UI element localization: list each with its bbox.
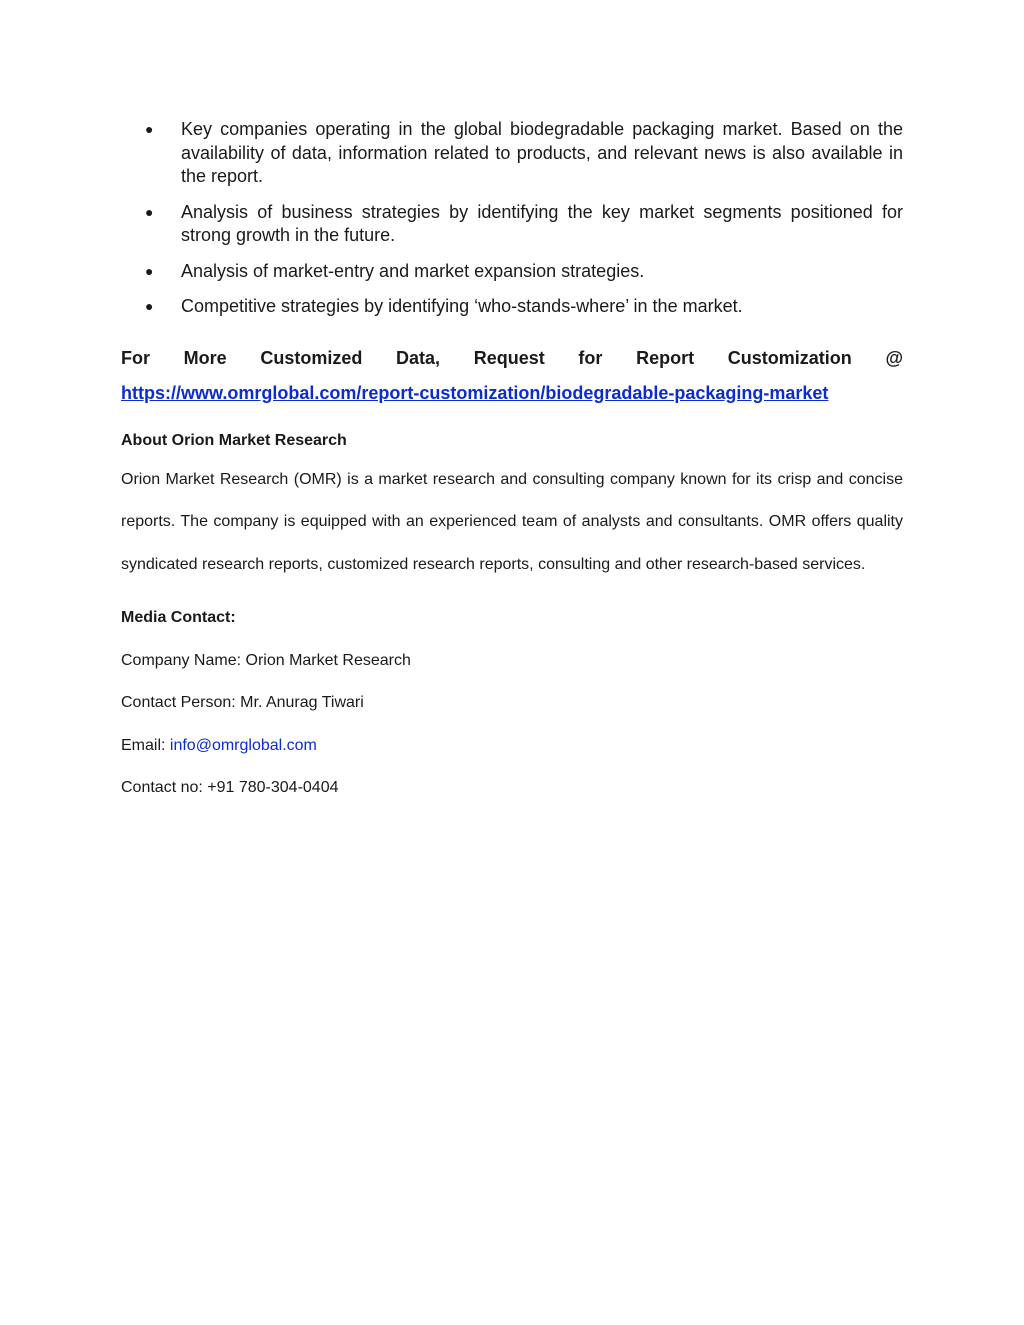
bullet-text: Analysis of market-entry and market expansion strategies. [181,260,645,281]
bullet-icon: ● [145,203,154,220]
media-contact-title: Media Contact: [121,609,236,626]
bullet-item [121,201,903,248]
customization-word: for [578,347,603,368]
phone-line: Contact no: +91 780-304-0404 [121,779,339,796]
bullet-icon: ● [145,121,154,137]
customization-word: Request [473,347,545,368]
bullet-icon: ● [145,262,154,279]
bullet-item [121,295,903,319]
bullet-item [121,260,903,284]
customization-word: Customized [260,347,363,368]
bullet-text: Competitive strategies by identifying ‘who-stands-where’ in the market. [181,296,743,316]
bullet-item [121,118,903,189]
customization-word: More [183,347,227,368]
customization-word: Report [636,347,695,368]
contact-person-line: Contact Person: Mr. Anurag Tiwari [121,694,364,711]
customization-word: For [121,347,150,368]
company-name-line: Company Name: Orion Market Research [121,651,411,669]
report-customization-link[interactable]: https://www.omrglobal.com/report-customization/biodegradable-packaging-market [121,382,829,403]
bullet-icon: ● [145,298,154,314]
about-text: Orion Market Research (OMR) is a market research and consulting company known for its crisp and concise reports. The company is equipped with an experienced team of analysts and consultants. OMR offers quality syndicated research reports, customized research reports, consulting and other research-based services. [121,470,903,573]
customization-heading [121,341,903,376]
feature-bullet-list [121,118,903,319]
email-line [121,736,903,756]
customization-word: Customization [727,347,852,368]
customization-word: Data, [396,347,441,368]
document-page [121,118,903,798]
bullet-text: Key companies operating in the global biodegradable packaging market. Based on the availability of data, information related to products, and relevant news is also available in the report. [181,119,903,186]
customization-paragraph [121,341,903,411]
email-link[interactable]: info@omrglobal.com [169,736,317,754]
about-title: About Orion Market Research [121,431,347,449]
email-label: Email: [121,736,170,754]
customization-word: @ [885,347,903,368]
bullet-text: Analysis of business strategies by identifying the key market segments positioned for strong growth in the future. [181,201,903,245]
